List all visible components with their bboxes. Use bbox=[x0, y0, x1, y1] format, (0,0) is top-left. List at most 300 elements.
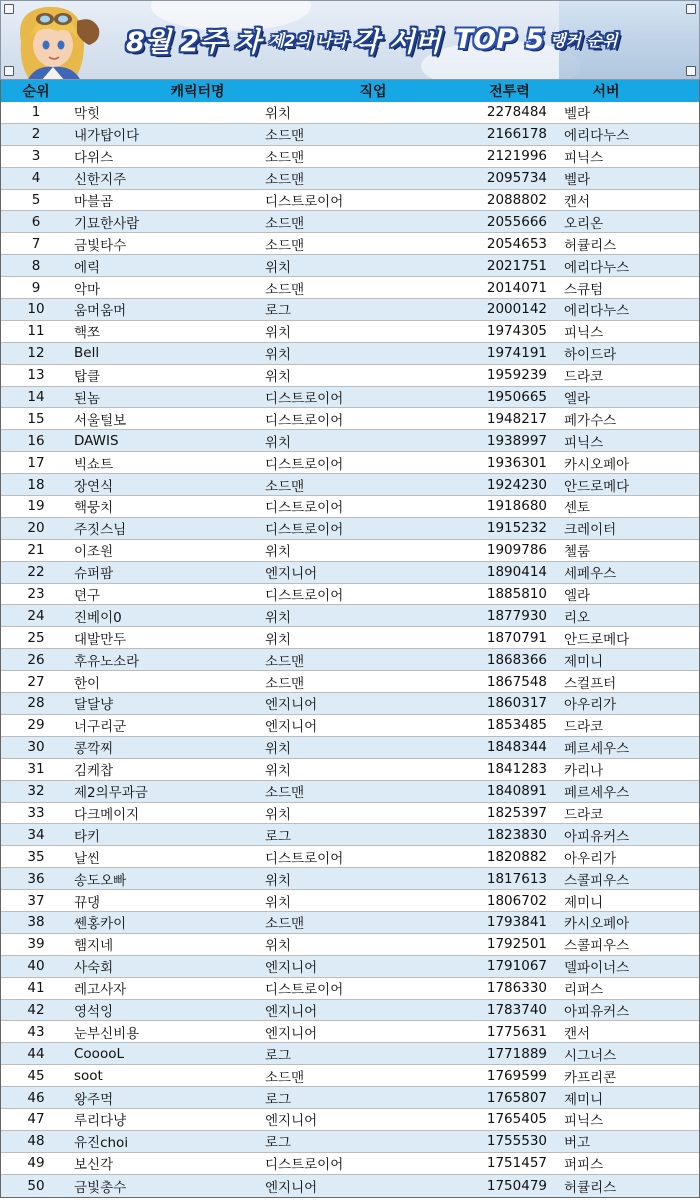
cell-server: 아피유커스 bbox=[564, 828, 630, 845]
table-row bbox=[1, 671, 699, 693]
cell-power: 2014071 bbox=[486, 279, 547, 296]
cell-job: 엔지니어 bbox=[265, 1113, 318, 1130]
cell-rank: 26 bbox=[27, 651, 45, 668]
cell-name: 마블곰 bbox=[74, 194, 114, 210]
table-row bbox=[1, 474, 699, 496]
cell-job: 소드맨 bbox=[265, 215, 305, 232]
cell-power: 1771889 bbox=[486, 1045, 547, 1062]
table-row bbox=[1, 1109, 699, 1131]
cell-power: 2021751 bbox=[486, 257, 547, 274]
banner-title bbox=[126, 17, 618, 61]
table-row bbox=[1, 824, 699, 846]
character-avatar-icon bbox=[1, 1, 119, 80]
cell-job: 소드맨 bbox=[265, 1069, 305, 1086]
cell-server: 크레이터 bbox=[564, 522, 617, 539]
cell-rank: 20 bbox=[27, 520, 45, 537]
cell-power: 1885810 bbox=[486, 586, 547, 603]
cell-job: 위치 bbox=[265, 259, 292, 276]
cell-rank: 44 bbox=[27, 1045, 45, 1062]
cell-server: 페르세우스 bbox=[564, 785, 630, 802]
table-row bbox=[1, 715, 699, 737]
cell-name: 에릭 bbox=[74, 259, 101, 276]
cell-job: 위치 bbox=[265, 872, 292, 889]
cell-name: soot bbox=[74, 1067, 103, 1084]
cell-name: 사숙회 bbox=[74, 960, 114, 977]
cell-job: 로그 bbox=[265, 1135, 292, 1152]
table-row bbox=[1, 781, 699, 803]
cell-name: Bell bbox=[74, 345, 100, 362]
cell-power: 1948217 bbox=[486, 410, 547, 427]
cell-power: 1950665 bbox=[486, 389, 547, 406]
cell-power: 1870791 bbox=[486, 629, 547, 646]
cell-name: 신한지주 bbox=[74, 172, 127, 189]
cell-rank: 7 bbox=[31, 235, 41, 252]
table-row bbox=[1, 168, 699, 190]
cell-power: 1848344 bbox=[486, 739, 547, 756]
table-row bbox=[1, 934, 699, 956]
table-row bbox=[1, 562, 699, 584]
cell-job: 위치 bbox=[265, 106, 292, 123]
cell-server: 카시오페아 bbox=[564, 456, 630, 473]
table-row bbox=[1, 277, 699, 299]
cell-job: 엔지니어 bbox=[265, 960, 318, 977]
cell-power: 1823830 bbox=[486, 826, 547, 843]
cell-power: 2000142 bbox=[486, 301, 547, 318]
cell-name: 내가탑이다 bbox=[74, 128, 140, 145]
cell-rank: 30 bbox=[27, 739, 45, 756]
cell-name: 다크메이지 bbox=[74, 806, 140, 823]
cell-name: 달달냥 bbox=[74, 697, 114, 714]
table-row bbox=[1, 365, 699, 387]
cell-power: 1841283 bbox=[486, 761, 547, 778]
cell-job: 디스트로이어 bbox=[265, 982, 344, 999]
cell-server: 엘라 bbox=[564, 588, 591, 605]
cell-job: 디스트로이어 bbox=[265, 500, 344, 517]
cell-server: 엘라 bbox=[564, 391, 591, 408]
cell-server: 캔서 bbox=[564, 1025, 591, 1042]
cell-server: 드라코 bbox=[564, 806, 604, 823]
cell-power: 1817613 bbox=[486, 870, 547, 887]
ranking-table bbox=[0, 80, 700, 1198]
table-row bbox=[1, 321, 699, 343]
cell-rank: 18 bbox=[27, 476, 45, 493]
cell-name: 후유노소라 bbox=[74, 653, 140, 670]
cell-power: 1860317 bbox=[486, 695, 547, 712]
cell-name: 루리다냥 bbox=[74, 1113, 127, 1130]
cell-job: 디스트로이어 bbox=[265, 588, 344, 605]
cell-job: 위치 bbox=[265, 741, 292, 758]
table-row bbox=[1, 890, 699, 912]
cell-job: 엔지니어 bbox=[265, 1003, 318, 1020]
cell-rank: 41 bbox=[27, 980, 45, 997]
cell-server: 델파이너스 bbox=[564, 960, 630, 977]
cell-power: 1918680 bbox=[486, 498, 547, 515]
cell-server: 리퍼스 bbox=[564, 982, 604, 999]
cell-job: 소드맨 bbox=[265, 653, 305, 670]
cell-server: 카프리콘 bbox=[564, 1069, 617, 1086]
cell-rank: 11 bbox=[27, 323, 45, 340]
cell-rank: 24 bbox=[27, 607, 45, 624]
title-game: 제2의 나라 bbox=[268, 30, 348, 50]
cell-power: 2055666 bbox=[486, 213, 547, 230]
table-row bbox=[1, 803, 699, 825]
cell-server: 벨라 bbox=[564, 172, 591, 189]
cell-rank: 15 bbox=[27, 410, 45, 427]
cell-power: 1867548 bbox=[486, 673, 547, 690]
cell-rank: 6 bbox=[31, 213, 41, 230]
cell-power: 1820882 bbox=[486, 848, 547, 865]
table-row bbox=[1, 343, 699, 365]
cell-name: CooooL bbox=[74, 1045, 124, 1062]
cell-server: 스큐텀 bbox=[564, 281, 604, 298]
cell-server: 허큘리스 bbox=[564, 1179, 617, 1196]
cell-rank: 17 bbox=[27, 454, 45, 471]
cell-power: 1840891 bbox=[486, 783, 547, 800]
table-row bbox=[1, 1153, 699, 1175]
frame-corner bbox=[686, 4, 696, 14]
cell-name: 움머움머 bbox=[74, 303, 127, 320]
cell-name: 기묘한사람 bbox=[74, 215, 140, 232]
cell-rank: 29 bbox=[27, 717, 45, 734]
cell-job: 로그 bbox=[265, 303, 292, 320]
cell-job: 소드맨 bbox=[265, 128, 305, 145]
table-row bbox=[1, 1000, 699, 1022]
cell-power: 1868366 bbox=[486, 651, 547, 668]
cell-server: 첼룸 bbox=[564, 544, 591, 561]
cell-server: 제미니 bbox=[564, 894, 604, 911]
cell-job: 로그 bbox=[265, 828, 292, 845]
cell-server: 아피유커스 bbox=[564, 1003, 630, 1020]
cell-power: 1783740 bbox=[486, 1001, 547, 1018]
cell-rank: 50 bbox=[27, 1177, 45, 1194]
cell-rank: 8 bbox=[31, 257, 41, 274]
cell-name: 진베이0 bbox=[74, 609, 122, 626]
cell-name: 왕주먹 bbox=[74, 1091, 114, 1108]
cell-job: 소드맨 bbox=[265, 785, 305, 802]
cell-server: 피닉스 bbox=[564, 1113, 604, 1130]
table-row bbox=[1, 584, 699, 606]
cell-rank: 48 bbox=[27, 1133, 45, 1150]
cell-rank: 42 bbox=[27, 1001, 45, 1018]
cell-name: 이조원 bbox=[74, 544, 114, 561]
cell-rank: 35 bbox=[27, 848, 45, 865]
table-row bbox=[1, 1065, 699, 1087]
cell-rank: 19 bbox=[27, 498, 45, 515]
table-row bbox=[1, 1087, 699, 1109]
table-row bbox=[1, 868, 699, 890]
cell-name: 뀨댕 bbox=[74, 894, 101, 911]
cell-rank: 43 bbox=[27, 1023, 45, 1040]
title-each-server: 각 서버 bbox=[353, 26, 441, 58]
title-week: 8월 2주 차 bbox=[126, 26, 261, 58]
cell-rank: 4 bbox=[31, 170, 41, 187]
cell-server: 스컬프터 bbox=[564, 675, 617, 692]
cell-server: 버고 bbox=[564, 1135, 591, 1152]
table-row bbox=[1, 452, 699, 474]
table-row bbox=[1, 102, 699, 124]
cell-job: 위치 bbox=[265, 938, 292, 955]
cell-power: 1750479 bbox=[486, 1177, 547, 1194]
cell-job: 로그 bbox=[265, 1091, 292, 1108]
cell-power: 1825397 bbox=[486, 804, 547, 821]
cell-power: 1959239 bbox=[486, 367, 547, 384]
cell-power: 2054653 bbox=[486, 235, 547, 252]
cell-rank: 33 bbox=[27, 804, 45, 821]
table-row bbox=[1, 211, 699, 233]
header-job: 직업 bbox=[359, 84, 387, 100]
title-top5: TOP 5 bbox=[454, 23, 545, 55]
cell-power: 1877930 bbox=[486, 607, 547, 624]
cell-job: 디스트로이어 bbox=[265, 456, 344, 473]
cell-rank: 22 bbox=[27, 564, 45, 581]
cell-name: 금빛총수 bbox=[74, 1179, 127, 1196]
cell-name: 쎈홍카이 bbox=[74, 916, 127, 933]
cell-rank: 39 bbox=[27, 936, 45, 953]
title-ranker: 랭커 순위 bbox=[550, 30, 618, 50]
table-row bbox=[1, 978, 699, 1000]
cell-power: 1765405 bbox=[486, 1111, 547, 1128]
cell-power: 1775631 bbox=[486, 1023, 547, 1040]
table-row bbox=[1, 387, 699, 409]
cell-job: 위치 bbox=[265, 544, 292, 561]
table-row bbox=[1, 124, 699, 146]
cell-job: 로그 bbox=[265, 1047, 292, 1064]
cell-rank: 38 bbox=[27, 914, 45, 931]
cell-server: 스콜피우스 bbox=[564, 872, 630, 889]
cell-name: 제2의무과금 bbox=[74, 785, 148, 802]
table-row bbox=[1, 255, 699, 277]
cell-power: 1915232 bbox=[486, 520, 547, 537]
cell-name: 눈부신비용 bbox=[74, 1025, 140, 1042]
cell-power: 1909786 bbox=[486, 542, 547, 559]
cell-job: 위치 bbox=[265, 609, 292, 626]
cell-name: 금빛타수 bbox=[74, 237, 127, 254]
cell-name: 서울털보 bbox=[74, 412, 127, 429]
cell-name: 슈퍼팜 bbox=[74, 566, 114, 583]
cell-job: 위치 bbox=[265, 894, 292, 911]
cell-job: 엔지니어 bbox=[265, 697, 318, 714]
cell-power: 2166178 bbox=[486, 126, 547, 143]
cell-rank: 46 bbox=[27, 1089, 45, 1106]
cell-rank: 12 bbox=[27, 345, 45, 362]
table-row bbox=[1, 496, 699, 518]
cell-power: 1936301 bbox=[486, 454, 547, 471]
cell-rank: 14 bbox=[27, 389, 45, 406]
cell-server: 에리다누스 bbox=[564, 259, 630, 276]
cell-server: 스콜피우스 bbox=[564, 938, 630, 955]
cell-server: 드라코 bbox=[564, 369, 604, 386]
cell-job: 디스트로이어 bbox=[265, 194, 344, 210]
cell-job: 위치 bbox=[265, 325, 292, 342]
cell-power: 1924230 bbox=[486, 476, 547, 493]
cell-server: 시그너스 bbox=[564, 1047, 617, 1064]
table-row bbox=[1, 518, 699, 540]
cell-server: 안드로메다 bbox=[564, 631, 630, 648]
cell-rank: 49 bbox=[27, 1155, 45, 1172]
table-row bbox=[1, 408, 699, 430]
cell-job: 소드맨 bbox=[265, 150, 305, 167]
cell-rank: 5 bbox=[31, 192, 41, 208]
table-row bbox=[1, 649, 699, 671]
cell-name: 대발만두 bbox=[74, 631, 127, 648]
cell-server: 카시오페아 bbox=[564, 916, 630, 933]
cell-power: 2095734 bbox=[486, 170, 547, 187]
cell-server: 아우리가 bbox=[564, 697, 617, 714]
cell-name: 빅쇼트 bbox=[74, 456, 114, 473]
header-server: 서버 bbox=[592, 84, 620, 100]
cell-power: 2088802 bbox=[486, 192, 547, 208]
table-row bbox=[1, 1043, 699, 1065]
cell-power: 2121996 bbox=[486, 148, 547, 165]
cell-rank: 36 bbox=[27, 870, 45, 887]
cell-power: 1793841 bbox=[486, 914, 547, 931]
cell-name: 막힛 bbox=[74, 106, 101, 123]
cell-rank: 9 bbox=[31, 279, 41, 296]
cell-name: 송도오빠 bbox=[74, 872, 127, 889]
cell-server: 페가수스 bbox=[564, 412, 617, 429]
cell-rank: 31 bbox=[27, 761, 45, 778]
table-row bbox=[1, 956, 699, 978]
cell-name: 다위스 bbox=[74, 150, 114, 167]
cell-rank: 13 bbox=[27, 367, 45, 384]
cell-job: 엔지니어 bbox=[265, 566, 318, 583]
cell-name: 영석잉 bbox=[74, 1003, 114, 1020]
table-row bbox=[1, 146, 699, 168]
cell-rank: 2 bbox=[31, 126, 41, 143]
cell-power: 1938997 bbox=[486, 432, 547, 449]
cell-job: 위치 bbox=[265, 806, 292, 823]
cell-job: 위치 bbox=[265, 347, 292, 364]
cell-server: 세페우스 bbox=[564, 566, 617, 583]
cell-server: 피닉스 bbox=[564, 150, 604, 167]
table-row bbox=[1, 430, 699, 452]
frame-corner bbox=[686, 66, 696, 76]
cell-rank: 40 bbox=[27, 958, 45, 975]
cell-name: 뎐구 bbox=[74, 588, 101, 605]
cell-name: 탑클 bbox=[74, 369, 101, 386]
cell-job: 디스트로이어 bbox=[265, 850, 344, 867]
cell-power: 1791067 bbox=[486, 958, 547, 975]
cell-rank: 45 bbox=[27, 1067, 45, 1084]
cell-power: 2278484 bbox=[486, 104, 547, 121]
cell-power: 1853485 bbox=[486, 717, 547, 734]
cell-name: 보신각 bbox=[74, 1157, 114, 1174]
table-row bbox=[1, 693, 699, 715]
table-row bbox=[1, 1175, 699, 1197]
cell-server: 센토 bbox=[564, 500, 591, 517]
cell-power: 1974305 bbox=[486, 323, 547, 340]
cell-power: 1974191 bbox=[486, 345, 547, 362]
cell-name: 햄지네 bbox=[74, 938, 114, 955]
cell-name: 타키 bbox=[74, 828, 101, 845]
cell-name: 핵뭉치 bbox=[74, 500, 114, 517]
cell-job: 엔지니어 bbox=[265, 1025, 318, 1042]
cell-power: 1755530 bbox=[486, 1133, 547, 1150]
cell-rank: 27 bbox=[27, 673, 45, 690]
cell-server: 아우리가 bbox=[564, 850, 617, 867]
cell-power: 1751457 bbox=[486, 1155, 547, 1172]
cell-job: 디스트로이어 bbox=[265, 1157, 344, 1174]
cell-server: 퍼피스 bbox=[564, 1157, 604, 1174]
table-row bbox=[1, 605, 699, 627]
cell-power: 1769599 bbox=[486, 1067, 547, 1084]
cell-name: 장연식 bbox=[74, 478, 114, 495]
cell-job: 소드맨 bbox=[265, 237, 305, 254]
cell-server: 드라코 bbox=[564, 719, 604, 736]
cell-rank: 16 bbox=[27, 432, 45, 449]
cell-power: 1890414 bbox=[486, 564, 547, 581]
cell-power: 1806702 bbox=[486, 892, 547, 909]
cell-server: 카리나 bbox=[564, 763, 604, 780]
cell-server: 에리다누스 bbox=[564, 128, 630, 145]
table-row bbox=[1, 299, 699, 321]
cell-rank: 34 bbox=[27, 826, 45, 843]
cell-job: 위치 bbox=[265, 369, 292, 386]
cell-server: 피닉스 bbox=[564, 434, 604, 451]
cell-job: 디스트로이어 bbox=[265, 522, 344, 539]
cell-job: 디스트로이어 bbox=[265, 412, 344, 429]
cell-server: 에리다누스 bbox=[564, 303, 630, 320]
table-body bbox=[1, 102, 699, 1197]
cell-server: 하이드라 bbox=[564, 347, 617, 364]
cell-server: 오리온 bbox=[564, 215, 604, 232]
cell-name: 악마 bbox=[74, 281, 101, 298]
header-rank: 순위 bbox=[22, 84, 50, 100]
cell-job: 디스트로이어 bbox=[265, 391, 344, 408]
cell-server: 허큘리스 bbox=[564, 237, 617, 254]
cell-name: DAWIS bbox=[74, 432, 119, 449]
table-row bbox=[1, 233, 699, 255]
cell-server: 페르세우스 bbox=[564, 741, 630, 758]
cell-job: 위치 bbox=[265, 434, 292, 451]
cell-server: 제미니 bbox=[564, 1091, 604, 1108]
cell-job: 소드맨 bbox=[265, 916, 305, 933]
cell-name: 날씬 bbox=[74, 850, 101, 867]
cell-server: 캔서 bbox=[564, 194, 591, 210]
table-row bbox=[1, 627, 699, 649]
cell-name: 유진choi bbox=[74, 1135, 129, 1152]
cell-name: 한이 bbox=[74, 675, 101, 692]
table-row bbox=[1, 1131, 699, 1153]
cell-rank: 32 bbox=[27, 783, 45, 800]
table-header bbox=[1, 80, 699, 102]
table-row bbox=[1, 190, 699, 212]
cell-server: 벨라 bbox=[564, 106, 591, 123]
cell-name: 핵쪼 bbox=[74, 325, 101, 342]
cell-rank: 21 bbox=[27, 542, 45, 559]
table-row bbox=[1, 846, 699, 868]
header-name: 캐릭터명 bbox=[170, 84, 225, 100]
cell-name: 주짓스님 bbox=[74, 522, 127, 539]
cell-name: 너구리군 bbox=[74, 719, 127, 736]
cell-power: 1786330 bbox=[486, 980, 547, 997]
cell-job: 소드맨 bbox=[265, 478, 305, 495]
table-row bbox=[1, 540, 699, 562]
cell-job: 소드맨 bbox=[265, 281, 305, 298]
cell-rank: 25 bbox=[27, 629, 45, 646]
cell-server: 피닉스 bbox=[564, 325, 604, 342]
header-power: 전투력 bbox=[489, 84, 530, 100]
cell-rank: 10 bbox=[27, 301, 45, 318]
cell-rank: 1 bbox=[31, 104, 41, 121]
table-row bbox=[1, 759, 699, 781]
cell-job: 소드맨 bbox=[265, 172, 305, 189]
cell-job: 위치 bbox=[265, 763, 292, 780]
cell-server: 리오 bbox=[564, 609, 591, 626]
cell-server: 제미니 bbox=[564, 653, 604, 670]
title-banner bbox=[0, 0, 700, 80]
cell-server: 안드로메다 bbox=[564, 478, 630, 495]
